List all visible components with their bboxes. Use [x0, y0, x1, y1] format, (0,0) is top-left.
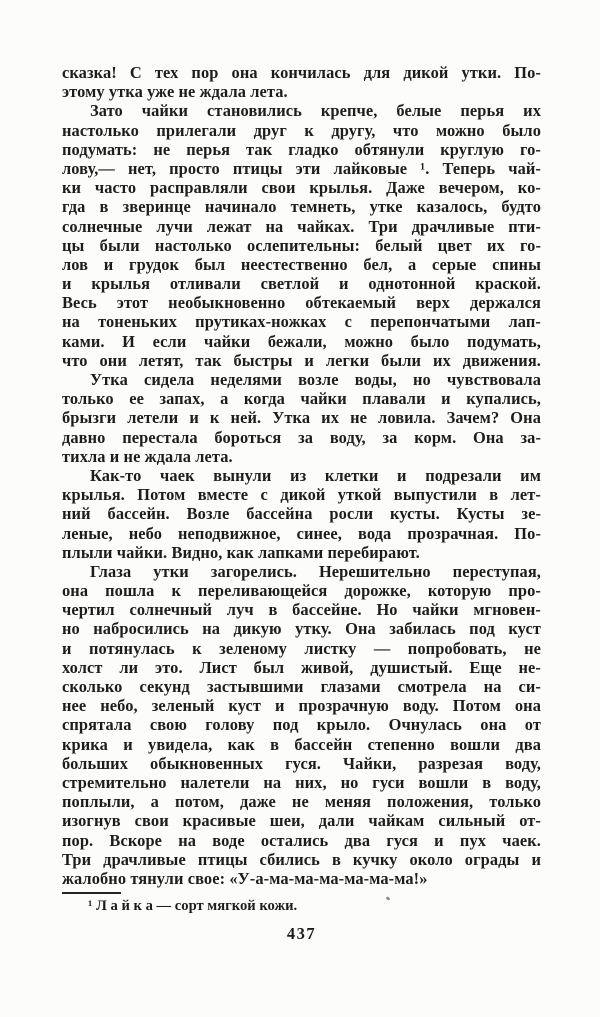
footnote-separator — [62, 892, 121, 894]
text-line: Утка сидела неделями возле воды, но чувствовала — [90, 370, 541, 389]
text-line: тихла и не ждала лета. — [62, 446, 233, 466]
text-line: леные, небо неподвижное, синее, вода прозрачная. По- — [62, 523, 541, 543]
text-line: спрятала свою голову под крыло. Очнулась она от — [62, 715, 541, 735]
text-line: на тоненьких прутиках-ножках с перепончатыми лап- — [62, 312, 541, 332]
text-line: поплыли, а потом, даже не меняя положения, только — [62, 792, 541, 812]
text-line: Три драчливые птицы сбились в кучку около ограды и — [62, 849, 541, 869]
text-block — [62, 63, 541, 888]
text-line: холст ли это. Лист был живой, душистый. Еще не- — [62, 657, 541, 677]
text-line: Зато чайки становились крепче, белые перья их — [90, 101, 541, 121]
text-line: гда в зверинце начинало темнеть, утке казалось, будто — [62, 197, 541, 217]
text-line: лову,— нет, просто птицы эти лайковые ¹. Теперь чай- — [62, 158, 541, 178]
text-line: сколько секунд застывшими глазами смотрела на си- — [62, 677, 541, 696]
text-line: и крылья отливали светлой и однотонной краской. — [62, 274, 541, 294]
text-line: настолько прилегали друг к другу, что можно было — [62, 120, 541, 140]
text-line: плыли чайки. Видно, как лапками перебирают. — [62, 542, 420, 562]
text-line: брызги летели и к ней. Утка их не ловила. Зачем? Она — [62, 408, 541, 428]
text-line: цы были настолько ослепительны: белый цвет их го- — [62, 235, 541, 255]
text-line: она пошла к переливающейся дорожке, которую про- — [62, 581, 541, 601]
text-line: больших обыкновенных гуся. Чайки, разрезая воду, — [62, 753, 541, 773]
text-line: Глаза утки загорелись. Нерешительно переступая, — [90, 561, 541, 581]
text-line: Как-то чаек вынули из клетки и подрезали им — [90, 465, 541, 485]
text-line: и потянулась к зеленому листку — попробовать, не — [62, 638, 541, 658]
text-line: подумать: не перья так гладко обтянули круглую го- — [62, 139, 541, 159]
text-line: только ее запах, а когда чайки плавали и купались, — [62, 389, 541, 409]
text-line: солнечные лучи лежат на чайках. Три драчливые пти- — [62, 216, 541, 236]
text-line: нее небо, зеленый куст и прозрачную воду. Потом она — [62, 696, 541, 716]
text-line: стремительно налетели на них, но гуси вошли в воду, — [62, 772, 541, 792]
text-line: что они летят, так быстры и легки были их движения. — [62, 350, 541, 370]
text-line: Весь этот необыкновенно обтекаемый верх держался — [62, 293, 541, 313]
text-line: жалобно тянули свое: «У-а-ма-ма-ма-ма-ма-ма!» — [62, 868, 428, 888]
text-line: крылья. Потом вместе с дикой уткой выпустили в лет- — [62, 485, 541, 505]
text-line: пор. Вскоре на воде остались два гуся и пух чаек. — [62, 830, 541, 850]
text-line: ками. И если чайки бежали, можно было подумать, — [62, 331, 541, 351]
text-line: лов и грудок был неестественно бел, а серые спины — [62, 254, 541, 274]
text-line: чертил солнечный луч в бассейне. Но чайки мгновен- — [62, 600, 541, 620]
page-number: 437 — [286, 924, 317, 944]
footnote-text: ¹ Л а й к а — сорт мягкой кожи. — [88, 898, 298, 915]
text-line: ний бассейн. Возле бассейна росли кусты. Кусты зе- — [62, 504, 541, 524]
text-line: крика и увидела, как в бассейн степенно вошли два — [62, 734, 541, 754]
text-line: изогнув свои красивые шеи, дали чайкам сильный от- — [62, 811, 541, 831]
text-line: но набросились на дикую утку. Она забилась под куст — [62, 619, 541, 639]
text-line: ки часто расправляли свои крылья. Даже вечером, ко- — [62, 178, 541, 198]
text-line: давно перестала бороться за воду, за корм. Она за- — [62, 427, 541, 447]
text-line: сказка! С тех пор она кончилась для дикой утки. По- — [62, 63, 541, 82]
text-line: этому утка уже не ждала лета. — [62, 82, 288, 102]
